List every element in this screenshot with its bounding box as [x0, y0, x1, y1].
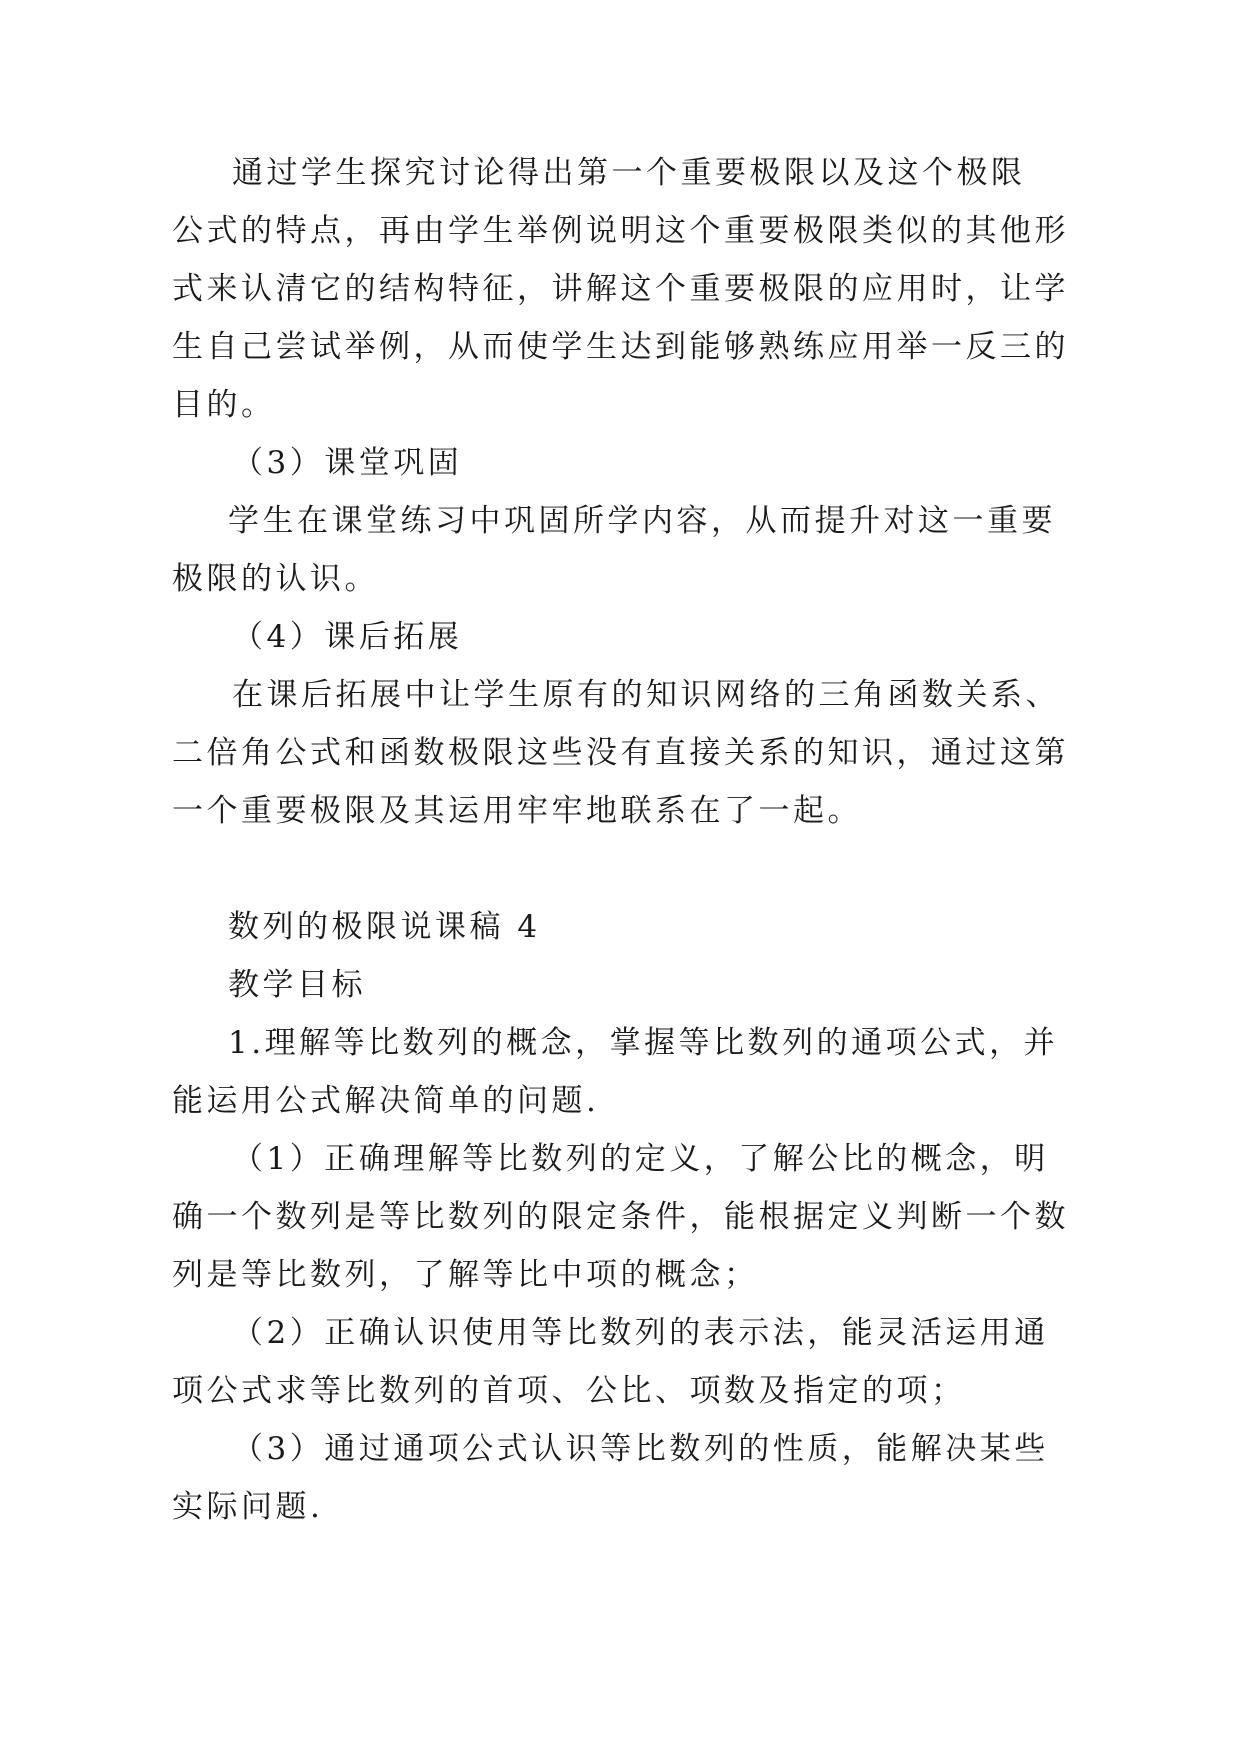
section-heading: 教学目标 — [228, 967, 366, 1003]
paragraph-line: 能运用公式解决简单的问题. — [172, 1083, 600, 1119]
document-title: 数列的极限说课稿 4 — [228, 909, 541, 945]
paragraph-line: 学生在课堂练习中巩固所学内容，从而提升对这一重要 — [228, 503, 1056, 539]
paragraph-line: 通过学生探究讨论得出第一个重要极限以及这个极限 — [232, 155, 1026, 191]
paragraph-line: 生自己尝试举例，从而使学生达到能够熟练应用举一反三的 — [172, 329, 1069, 365]
paragraph-line: 式来认清它的结构特征，讲解这个重要极限的应用时，让学 — [172, 271, 1069, 307]
paragraph-line: 极限的认识。 — [172, 561, 379, 597]
paragraph-line: （2）正确认识使用等比数列的表示法，能灵活运用通 — [232, 1315, 1049, 1351]
paragraph-line: 公式的特点，再由学生举例说明这个重要极限类似的其他形 — [172, 213, 1069, 249]
paragraph-line: 目的。 — [172, 387, 276, 423]
paragraph-line: 二倍角公式和函数极限这些没有直接关系的知识，通过这第 — [172, 735, 1069, 771]
paragraph-line: 列是等比数列，了解等比中项的概念； — [172, 1257, 759, 1293]
paragraph-line: 项公式求等比数列的首项、公比、项数及指定的项； — [172, 1373, 966, 1409]
paragraph-line: 在课后拓展中让学生原有的知识网络的三角函数关系、 — [232, 677, 1060, 713]
paragraph-line: （3）通过通项公式认识等比数列的性质，能解决某些 — [232, 1431, 1049, 1467]
paragraph-line: 实际问题. — [172, 1489, 324, 1525]
paragraph-line: （1）正确理解等比数列的定义，了解公比的概念，明 — [232, 1141, 1049, 1177]
section-heading: （3）课堂巩固 — [232, 445, 463, 481]
section-heading: （4）课后拓展 — [232, 619, 463, 655]
paragraph-line: 1.理解等比数列的概念，掌握等比数列的通项公式，并 — [228, 1025, 1059, 1061]
paragraph-line: 确一个数列是等比数列的限定条件，能根据定义判断一个数 — [172, 1199, 1069, 1235]
paragraph-line: 一个重要极限及其运用牢牢地联系在了一起。 — [172, 793, 862, 829]
